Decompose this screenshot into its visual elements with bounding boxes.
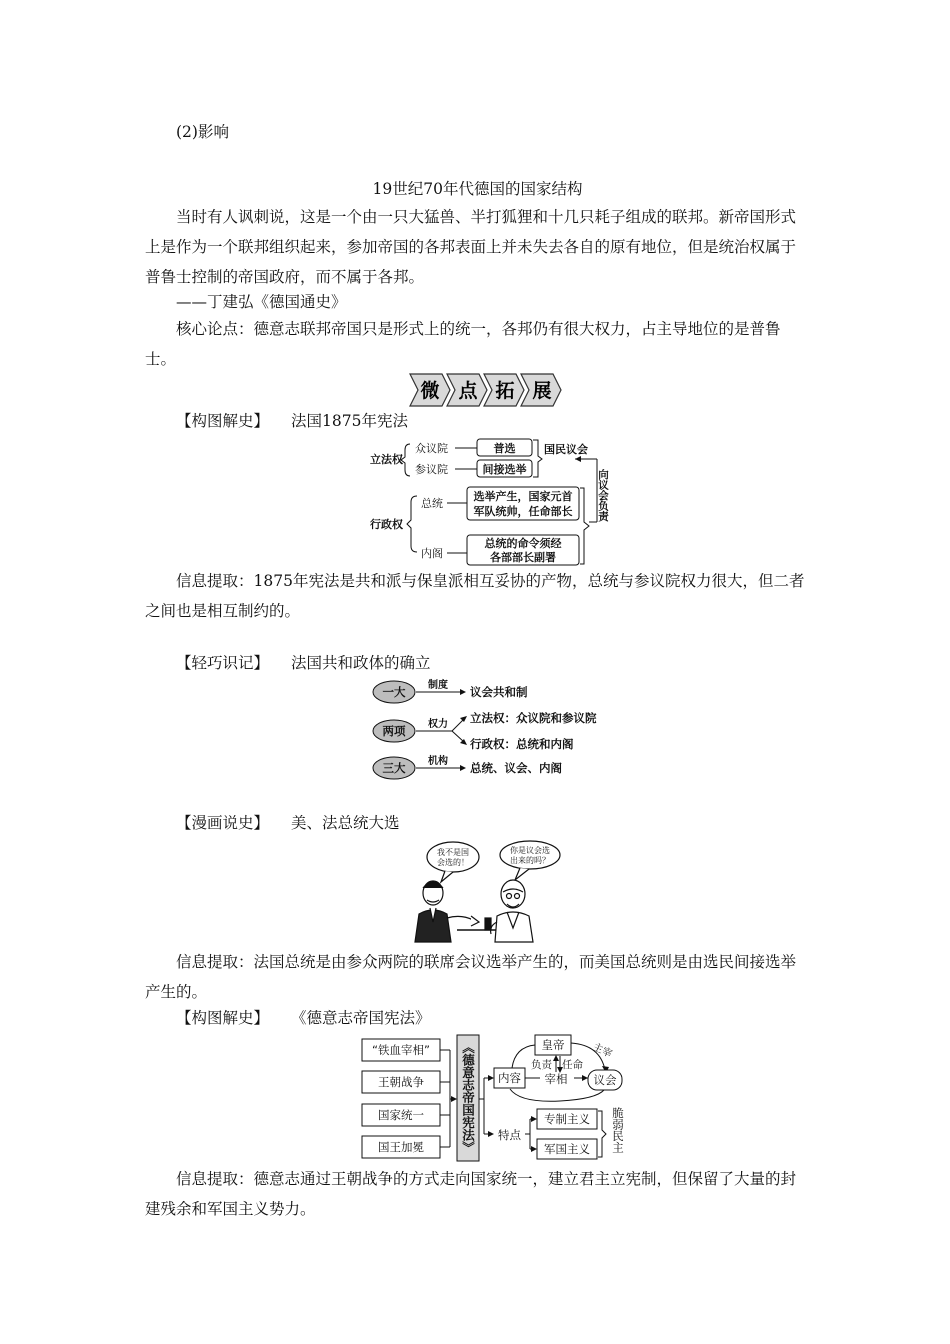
structure-paragraph-text: 当时有人讽刺说，这是一个由一只大猛兽、半打狐狸和十几只耗子组成的联邦。新帝国形式上是作为一个联邦组织起来，参加帝国的各邦表面上并未失去各自的原有地位，但是统治权属于普鲁士控制的帝国政府，而不属于各邦。 bbox=[145, 208, 797, 286]
executive-label: 行政权 bbox=[370, 518, 403, 531]
cabinet-label: 内阁 bbox=[421, 547, 443, 560]
block3-tag: 【漫画说史】 bbox=[176, 814, 270, 832]
flag-stand bbox=[485, 918, 491, 930]
row2-item-2: 行政权：总统和内阁 bbox=[470, 737, 574, 751]
left-item-4: 国王加冕 bbox=[378, 1140, 424, 1154]
direct-election-label: 普选 bbox=[493, 442, 516, 455]
structure-paragraph bbox=[145, 202, 810, 292]
block2-tag: 【轻巧识记】 bbox=[176, 654, 270, 672]
banner-tile-3 bbox=[484, 374, 524, 406]
center-text: 《德意志帝国宪法》 bbox=[460, 1041, 476, 1154]
block4-title: 《德意志帝国宪法》 bbox=[291, 1009, 431, 1027]
block1-tag: 【构图解史】 bbox=[176, 412, 270, 430]
french-constitution-diagram bbox=[365, 436, 620, 566]
block3-info bbox=[145, 947, 810, 1007]
block4-tag: 【构图解史】 bbox=[176, 1009, 270, 1027]
row1-label: 制度 bbox=[428, 680, 448, 691]
responsible-text: 向议会负责 bbox=[597, 469, 609, 522]
banner-char: 点 bbox=[458, 380, 478, 402]
block3-heading bbox=[176, 808, 400, 838]
speech-bubble-left bbox=[427, 842, 479, 872]
features-label: 特点 bbox=[498, 1128, 521, 1142]
emperor-label: 皇帝 bbox=[541, 1038, 565, 1052]
row2-label: 权力 bbox=[428, 719, 448, 730]
oval-one-text: 一大 bbox=[382, 685, 406, 699]
cartoon-man-left bbox=[415, 881, 479, 942]
president-label: 总统 bbox=[421, 497, 443, 510]
dominate-label: 主宰 bbox=[590, 1041, 614, 1061]
responsible-label bbox=[597, 468, 609, 522]
president-desc-2: 军队统帅，任命部长 bbox=[473, 505, 573, 518]
structure-source: ——丁建弘《德国通史》 bbox=[176, 293, 347, 311]
bubble-left-line1: 我不是国 bbox=[437, 848, 469, 857]
bubble-right-line1: 你是议会选 bbox=[510, 846, 550, 855]
banner-char: 拓 bbox=[495, 380, 515, 402]
memory-diagram bbox=[372, 677, 622, 783]
chancellor-label: 宰相 bbox=[544, 1072, 568, 1086]
row2-item-1: 立法权：众议院和参议院 bbox=[470, 711, 597, 725]
legislative-label: 立法权 bbox=[370, 453, 403, 466]
banner bbox=[408, 372, 564, 408]
appoint-label: 任命 bbox=[562, 1059, 583, 1071]
block4-heading bbox=[176, 1003, 431, 1033]
block1-title: 法国1875年宪法 bbox=[291, 412, 408, 430]
oval-two-text: 两项 bbox=[382, 724, 406, 738]
parliament-text: 国民议会 bbox=[544, 443, 588, 456]
president-desc-1: 选举产生，国家元首 bbox=[473, 490, 573, 503]
left-item-2: 王朝战争 bbox=[378, 1075, 424, 1089]
center-label bbox=[461, 1041, 476, 1154]
cartoon-man-right bbox=[491, 880, 533, 942]
banner-tile-2 bbox=[447, 374, 487, 406]
cartoon-illustration bbox=[405, 838, 570, 946]
row3-label: 机构 bbox=[428, 756, 448, 767]
weak-democracy-label bbox=[611, 1106, 625, 1153]
section-label: (2)影响 bbox=[176, 123, 229, 141]
senate-label: 参议院 bbox=[415, 463, 448, 476]
cabinet-desc-1: 总统的命令须经 bbox=[484, 537, 562, 550]
autocracy-label: 专制主义 bbox=[544, 1112, 590, 1126]
german-constitution-diagram bbox=[360, 1033, 630, 1163]
indirect-election-label: 间接选举 bbox=[482, 463, 527, 476]
parliament-label bbox=[544, 442, 588, 456]
row3-item: 总统、议会、内阁 bbox=[470, 761, 562, 775]
block1-heading bbox=[176, 406, 408, 436]
block2-heading bbox=[176, 648, 431, 678]
block1-info bbox=[145, 566, 810, 626]
block1-info-text: 信息提取：1875年宪法是共和派与保皇派相互妥协的产物，总统与参议院权力很大，但二者之间也是相互制约的。 bbox=[145, 572, 805, 620]
bubble-left-line2: 会选的！ bbox=[437, 858, 469, 867]
cabinet-desc-2: 各部部长副署 bbox=[490, 551, 556, 564]
banner-char: 微 bbox=[420, 380, 440, 402]
weak-democracy-text: 脆弱民主 bbox=[611, 1107, 625, 1153]
row1-item: 议会共和制 bbox=[470, 685, 528, 699]
block4-info-text: 信息提取：德意志通过王朝战争的方式走向国家统一，建立君主立宪制，但保留了大量的封建残余和军国主义势力。 bbox=[145, 1170, 797, 1218]
militarism-label: 军国主义 bbox=[544, 1142, 590, 1156]
oval-three-text: 三大 bbox=[382, 761, 406, 775]
content-label: 内容 bbox=[498, 1071, 521, 1085]
block3-info-text: 信息提取：法国总统是由参众两院的联席会议选举产生的，而美国总统则是由选民间接选举产生的。 bbox=[145, 953, 797, 1001]
banner-tile-1 bbox=[410, 374, 450, 406]
chamber-deputies-label: 众议院 bbox=[415, 442, 448, 455]
block3-title: 美、法总统大选 bbox=[291, 814, 400, 832]
core-point bbox=[145, 314, 810, 374]
bubble-right-line2: 出来的吗？ bbox=[510, 856, 550, 865]
responsible-label: 负责 bbox=[531, 1059, 552, 1071]
banner-char: 展 bbox=[532, 380, 552, 402]
left-item-3: 国家统一 bbox=[378, 1108, 424, 1122]
structure-title: 19世纪70年代德国的国家结构 bbox=[372, 180, 583, 198]
parliament-label: 议会 bbox=[593, 1073, 617, 1087]
block4-info bbox=[145, 1164, 810, 1224]
banner-tile-4 bbox=[521, 374, 561, 406]
block2-title: 法国共和政体的确立 bbox=[291, 654, 431, 672]
left-item-1: “铁血宰相” bbox=[372, 1043, 430, 1057]
core-point-text: 核心论点：德意志联邦帝国只是形式上的统一，各邦仍有很大权力，占主导地位的是普鲁士。 bbox=[145, 320, 781, 368]
